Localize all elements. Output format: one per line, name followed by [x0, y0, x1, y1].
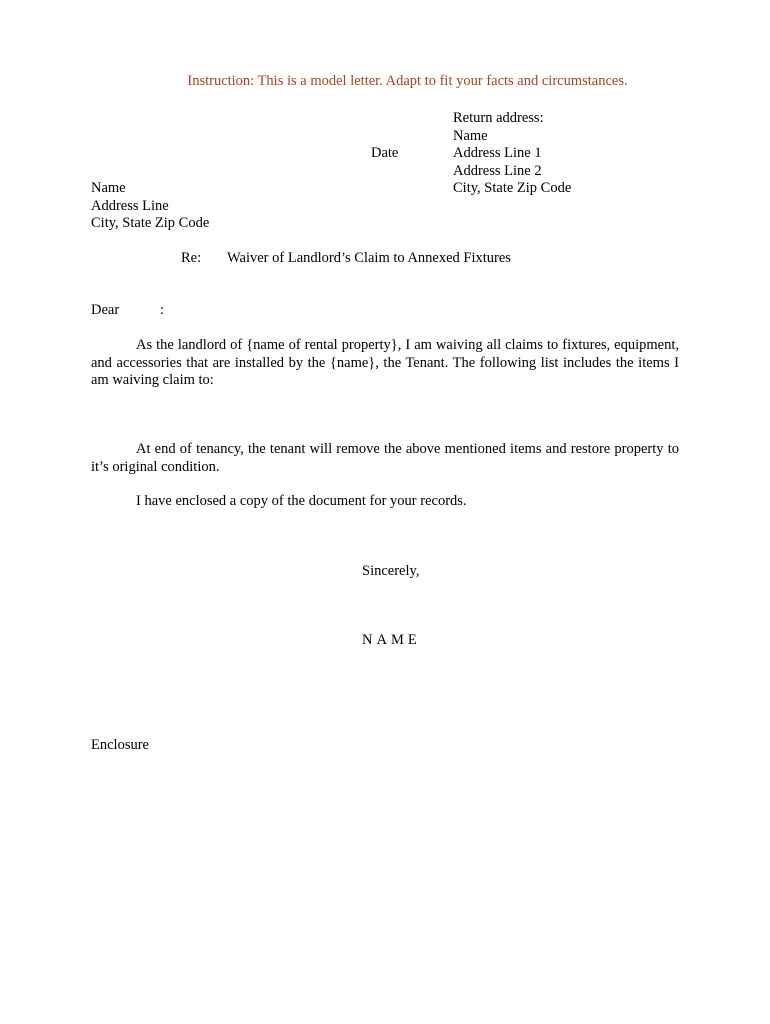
- instruction-note: Instruction: This is a model letter. Adapt to fit your facts and circumstances.: [187, 73, 628, 89]
- body-paragraph-1: As the landlord of {name of rental property}, I am waiving all claims to fixtures, equipment, and accessories that are installed by the {name}, the Tenant. The following list includes the items I am waiving claim to:: [91, 337, 679, 388]
- return-address-label: Return address:: [453, 110, 544, 126]
- re-label: Re:: [181, 250, 202, 266]
- recipient-address-line: Address Line: [91, 197, 169, 214]
- body-paragraph-3: I have enclosed a copy of the document for your records.: [136, 493, 467, 509]
- re-subject: Waiver of Landlord’s Claim to Annexed Fixtures: [227, 250, 511, 266]
- return-address-line-2: Address Line 2: [453, 162, 542, 179]
- return-address-block: [453, 110, 571, 198]
- recipient-city: City, State Zip Code: [91, 215, 210, 231]
- body-paragraph-2: At end of tenancy, the tenant will remove the above mentioned items and restore property to it’s original condition.: [91, 441, 679, 475]
- salutation-colon: :: [160, 302, 165, 318]
- return-address-line-1: Address Line 1: [453, 145, 542, 161]
- enclosure-note: Enclosure: [91, 737, 149, 753]
- return-address-city: City, State Zip Code: [453, 180, 572, 196]
- signature-name: NAME: [362, 632, 421, 648]
- salutation: Dear: [91, 302, 120, 318]
- recipient-name: Name: [91, 180, 126, 196]
- closing: Sincerely,: [362, 563, 420, 579]
- return-address-name: Name: [453, 127, 488, 144]
- letter-date: Date: [371, 145, 399, 161]
- recipient-address-block: [91, 180, 209, 233]
